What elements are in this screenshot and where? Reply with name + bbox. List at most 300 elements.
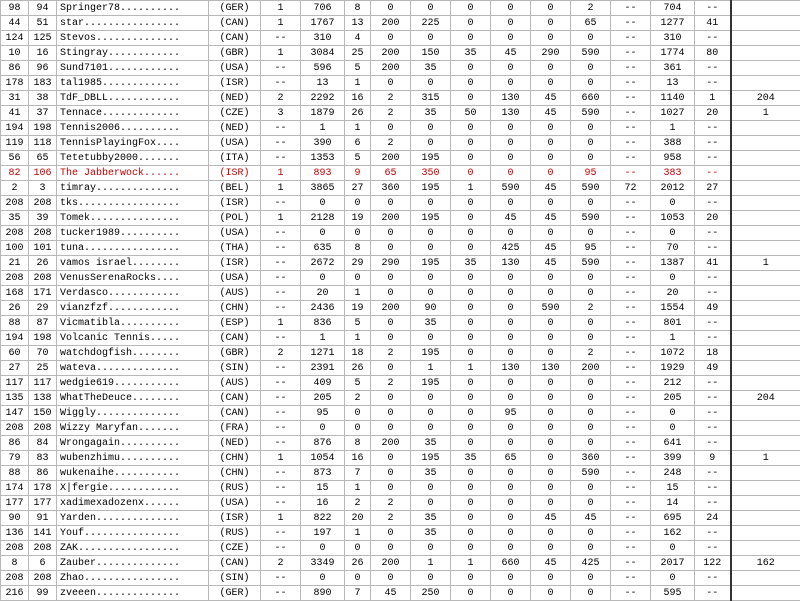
col-10-cell: -- bbox=[611, 151, 651, 166]
col-1-cell: -- bbox=[261, 406, 301, 421]
col-6-cell: 0 bbox=[451, 496, 491, 511]
total-cell: 310 bbox=[301, 31, 345, 46]
col-10-cell: -- bbox=[611, 91, 651, 106]
col-4-cell: 0 bbox=[371, 526, 411, 541]
col-10-cell: -- bbox=[611, 16, 651, 31]
player-name-cell: star................ bbox=[57, 16, 209, 31]
country-cell: (USA) bbox=[209, 496, 261, 511]
prev-rank-cell: 208 bbox=[1, 541, 29, 556]
col-11-cell: 70 bbox=[651, 241, 695, 256]
table-row bbox=[1, 121, 800, 136]
col-7-cell: 130 bbox=[491, 256, 531, 271]
col-3-cell: 8 bbox=[345, 436, 371, 451]
col-3-cell: 13 bbox=[345, 16, 371, 31]
col-9-cell: 590 bbox=[571, 181, 611, 196]
table-row bbox=[1, 361, 800, 376]
rank-cell: 38 bbox=[29, 91, 57, 106]
prev-rank-cell: 44 bbox=[1, 16, 29, 31]
prev-rank-cell: 168 bbox=[1, 286, 29, 301]
col-7-cell: 0 bbox=[491, 136, 531, 151]
col-7-cell: 0 bbox=[491, 1, 531, 16]
col-10-cell: -- bbox=[611, 46, 651, 61]
prev-rank-cell: 174 bbox=[1, 481, 29, 496]
col-1-cell: -- bbox=[261, 526, 301, 541]
col-10-cell: -- bbox=[611, 1, 651, 16]
col-10-cell: -- bbox=[611, 121, 651, 136]
table-row bbox=[1, 451, 800, 466]
prev-rank-cell: 86 bbox=[1, 61, 29, 76]
player-name-cell: TdF_DBLL............ bbox=[57, 91, 209, 106]
extra-cell bbox=[731, 541, 800, 556]
col-10-cell: -- bbox=[611, 301, 651, 316]
col-5-cell: 225 bbox=[411, 16, 451, 31]
col-6-cell: 0 bbox=[451, 391, 491, 406]
rank-cell: 171 bbox=[29, 286, 57, 301]
table-row bbox=[1, 436, 800, 451]
total-cell: 0 bbox=[301, 421, 345, 436]
total-cell: 635 bbox=[301, 241, 345, 256]
col-6-cell: 0 bbox=[451, 1, 491, 16]
col-9-cell: 95 bbox=[571, 166, 611, 181]
col-4-cell: 0 bbox=[371, 76, 411, 91]
rank-cell: 125 bbox=[29, 31, 57, 46]
col-1-cell: -- bbox=[261, 301, 301, 316]
col-4-cell: 0 bbox=[371, 1, 411, 16]
rank-cell: 178 bbox=[29, 481, 57, 496]
country-cell: (ISR) bbox=[209, 196, 261, 211]
col-3-cell: 5 bbox=[345, 151, 371, 166]
rank-cell: 84 bbox=[29, 436, 57, 451]
prev-rank-cell: 21 bbox=[1, 256, 29, 271]
col-8-cell: 0 bbox=[531, 331, 571, 346]
col-5-cell: 0 bbox=[411, 481, 451, 496]
col-1-cell: 2 bbox=[261, 91, 301, 106]
col-7-cell: 0 bbox=[491, 61, 531, 76]
col-4-cell: 0 bbox=[371, 226, 411, 241]
col-1-cell: -- bbox=[261, 376, 301, 391]
col-12-cell: -- bbox=[695, 586, 731, 601]
table-row bbox=[1, 226, 800, 241]
prev-rank-cell: 27 bbox=[1, 361, 29, 376]
table-row bbox=[1, 91, 800, 106]
extra-cell bbox=[731, 286, 800, 301]
col-7-cell: 0 bbox=[491, 436, 531, 451]
col-5-cell: 35 bbox=[411, 466, 451, 481]
table-row bbox=[1, 76, 800, 91]
col-5-cell: 90 bbox=[411, 301, 451, 316]
col-6-cell: 35 bbox=[451, 451, 491, 466]
country-cell: (SIN) bbox=[209, 361, 261, 376]
col-11-cell: 2017 bbox=[651, 556, 695, 571]
col-12-cell: 9 bbox=[695, 451, 731, 466]
country-cell: (NED) bbox=[209, 121, 261, 136]
country-cell: (CZE) bbox=[209, 106, 261, 121]
col-7-cell: 0 bbox=[491, 466, 531, 481]
col-11-cell: 310 bbox=[651, 31, 695, 46]
prev-rank-cell: 86 bbox=[1, 436, 29, 451]
col-12-cell: 24 bbox=[695, 511, 731, 526]
table-row bbox=[1, 346, 800, 361]
col-9-cell: 0 bbox=[571, 541, 611, 556]
col-7-cell: 0 bbox=[491, 346, 531, 361]
col-12-cell: -- bbox=[695, 196, 731, 211]
total-cell: 2391 bbox=[301, 361, 345, 376]
col-8-cell: 45 bbox=[531, 106, 571, 121]
country-cell: (AUS) bbox=[209, 286, 261, 301]
col-1-cell: -- bbox=[261, 151, 301, 166]
col-9-cell: 0 bbox=[571, 331, 611, 346]
col-8-cell: 0 bbox=[531, 76, 571, 91]
col-12-cell: 27 bbox=[695, 181, 731, 196]
col-9-cell: 2 bbox=[571, 301, 611, 316]
extra-cell bbox=[731, 46, 800, 61]
total-cell: 2292 bbox=[301, 91, 345, 106]
col-12-cell: -- bbox=[695, 436, 731, 451]
col-5-cell: 35 bbox=[411, 526, 451, 541]
total-cell: 0 bbox=[301, 226, 345, 241]
col-6-cell: 0 bbox=[451, 31, 491, 46]
country-cell: (USA) bbox=[209, 61, 261, 76]
player-name-cell: VenusSerenaRocks.... bbox=[57, 271, 209, 286]
rank-cell: 208 bbox=[29, 226, 57, 241]
table-row bbox=[1, 31, 800, 46]
extra-cell bbox=[731, 376, 800, 391]
player-name-cell: watchdogfish........ bbox=[57, 346, 209, 361]
col-11-cell: 388 bbox=[651, 136, 695, 151]
col-11-cell: 1277 bbox=[651, 16, 695, 31]
prev-rank-cell: 208 bbox=[1, 421, 29, 436]
col-12-cell: -- bbox=[695, 571, 731, 586]
rank-cell: 198 bbox=[29, 121, 57, 136]
rank-cell: 208 bbox=[29, 196, 57, 211]
col-5-cell: 0 bbox=[411, 121, 451, 136]
col-8-cell: 0 bbox=[531, 586, 571, 601]
col-11-cell: 2012 bbox=[651, 181, 695, 196]
player-name-cell: tal1985............. bbox=[57, 76, 209, 91]
col-9-cell: 0 bbox=[571, 61, 611, 76]
col-4-cell: 0 bbox=[371, 241, 411, 256]
country-cell: (CZE) bbox=[209, 541, 261, 556]
col-11-cell: 1387 bbox=[651, 256, 695, 271]
col-1-cell: -- bbox=[261, 256, 301, 271]
table-row bbox=[1, 151, 800, 166]
col-12-cell: -- bbox=[695, 1, 731, 16]
col-6-cell: 1 bbox=[451, 556, 491, 571]
col-9-cell: 0 bbox=[571, 76, 611, 91]
col-4-cell: 0 bbox=[371, 121, 411, 136]
col-10-cell: -- bbox=[611, 136, 651, 151]
col-9-cell: 590 bbox=[571, 211, 611, 226]
col-6-cell: 0 bbox=[451, 226, 491, 241]
col-10-cell: -- bbox=[611, 211, 651, 226]
col-3-cell: 0 bbox=[345, 406, 371, 421]
total-cell: 13 bbox=[301, 76, 345, 91]
col-5-cell: 35 bbox=[411, 316, 451, 331]
total-cell: 20 bbox=[301, 286, 345, 301]
col-1-cell: -- bbox=[261, 421, 301, 436]
col-10-cell: -- bbox=[611, 436, 651, 451]
col-3-cell: 20 bbox=[345, 511, 371, 526]
prev-rank-cell: 79 bbox=[1, 451, 29, 466]
col-12-cell: -- bbox=[695, 391, 731, 406]
rank-cell: 101 bbox=[29, 241, 57, 256]
country-cell: (ISR) bbox=[209, 511, 261, 526]
player-name-cell: wukenaihe........... bbox=[57, 466, 209, 481]
col-5-cell: 0 bbox=[411, 1, 451, 16]
col-11-cell: 0 bbox=[651, 196, 695, 211]
col-6-cell: 0 bbox=[451, 571, 491, 586]
col-8-cell: 45 bbox=[531, 91, 571, 106]
col-10-cell: -- bbox=[611, 361, 651, 376]
col-7-cell: 45 bbox=[491, 46, 531, 61]
table-row bbox=[1, 571, 800, 586]
total-cell: 2672 bbox=[301, 256, 345, 271]
col-4-cell: 200 bbox=[371, 436, 411, 451]
col-7-cell: 0 bbox=[491, 391, 531, 406]
col-4-cell: 0 bbox=[371, 481, 411, 496]
col-5-cell: 0 bbox=[411, 496, 451, 511]
col-9-cell: 0 bbox=[571, 376, 611, 391]
col-8-cell: 0 bbox=[531, 406, 571, 421]
col-6-cell: 0 bbox=[451, 16, 491, 31]
player-name-cell: Verdasco............ bbox=[57, 286, 209, 301]
col-8-cell: 45 bbox=[531, 511, 571, 526]
col-5-cell: 350 bbox=[411, 166, 451, 181]
prev-rank-cell: 88 bbox=[1, 316, 29, 331]
col-6-cell: 0 bbox=[451, 241, 491, 256]
table-row bbox=[1, 376, 800, 391]
col-9-cell: 0 bbox=[571, 526, 611, 541]
col-10-cell: -- bbox=[611, 451, 651, 466]
extra-cell bbox=[731, 481, 800, 496]
total-cell: 0 bbox=[301, 271, 345, 286]
prev-rank-cell: 194 bbox=[1, 331, 29, 346]
col-7-cell: 0 bbox=[491, 331, 531, 346]
col-10-cell: -- bbox=[611, 196, 651, 211]
col-12-cell: -- bbox=[695, 406, 731, 421]
player-name-cell: vianzfzf............ bbox=[57, 301, 209, 316]
col-4-cell: 200 bbox=[371, 16, 411, 31]
col-7-cell: 0 bbox=[491, 286, 531, 301]
rank-cell: 70 bbox=[29, 346, 57, 361]
col-11-cell: 1 bbox=[651, 331, 695, 346]
col-5-cell: 0 bbox=[411, 271, 451, 286]
rank-cell: 96 bbox=[29, 61, 57, 76]
total-cell: 1767 bbox=[301, 16, 345, 31]
rank-cell: 29 bbox=[29, 301, 57, 316]
extra-cell bbox=[731, 181, 800, 196]
country-cell: (ISR) bbox=[209, 76, 261, 91]
col-6-cell: 1 bbox=[451, 361, 491, 376]
col-11-cell: 0 bbox=[651, 226, 695, 241]
extra-cell bbox=[731, 16, 800, 31]
player-name-cell: wubenzhimu.......... bbox=[57, 451, 209, 466]
player-name-cell: X|fergie............ bbox=[57, 481, 209, 496]
col-4-cell: 200 bbox=[371, 46, 411, 61]
col-4-cell: 0 bbox=[371, 466, 411, 481]
total-cell: 95 bbox=[301, 406, 345, 421]
extra-cell bbox=[731, 301, 800, 316]
player-name-cell: timray.............. bbox=[57, 181, 209, 196]
prev-rank-cell: 177 bbox=[1, 496, 29, 511]
country-cell: (USA) bbox=[209, 136, 261, 151]
player-name-cell: TennisPlayingFox.... bbox=[57, 136, 209, 151]
table-row bbox=[1, 406, 800, 421]
player-name-cell: zveeen.............. bbox=[57, 586, 209, 601]
col-10-cell: -- bbox=[611, 421, 651, 436]
col-10-cell: -- bbox=[611, 586, 651, 601]
col-3-cell: 7 bbox=[345, 586, 371, 601]
col-5-cell: 150 bbox=[411, 46, 451, 61]
col-11-cell: 1140 bbox=[651, 91, 695, 106]
col-7-cell: 0 bbox=[491, 31, 531, 46]
col-5-cell: 35 bbox=[411, 436, 451, 451]
col-12-cell: -- bbox=[695, 136, 731, 151]
col-7-cell: 0 bbox=[491, 586, 531, 601]
col-7-cell: 0 bbox=[491, 196, 531, 211]
col-5-cell: 0 bbox=[411, 391, 451, 406]
col-7-cell: 425 bbox=[491, 241, 531, 256]
col-1-cell: -- bbox=[261, 496, 301, 511]
table-row bbox=[1, 106, 800, 121]
prev-rank-cell: 31 bbox=[1, 91, 29, 106]
player-name-cell: wateva.............. bbox=[57, 361, 209, 376]
col-5-cell: 1 bbox=[411, 556, 451, 571]
player-name-cell: ZAK................. bbox=[57, 541, 209, 556]
col-6-cell: 0 bbox=[451, 286, 491, 301]
prev-rank-cell: 88 bbox=[1, 466, 29, 481]
col-8-cell: 0 bbox=[531, 571, 571, 586]
col-12-cell: 18 bbox=[695, 346, 731, 361]
prev-rank-cell: 56 bbox=[1, 151, 29, 166]
col-10-cell: -- bbox=[611, 511, 651, 526]
col-12-cell: -- bbox=[695, 496, 731, 511]
col-6-cell: 0 bbox=[451, 511, 491, 526]
extra-cell bbox=[731, 226, 800, 241]
col-1-cell: 3 bbox=[261, 106, 301, 121]
extra-cell: 1 bbox=[731, 451, 800, 466]
total-cell: 890 bbox=[301, 586, 345, 601]
col-6-cell: 0 bbox=[451, 331, 491, 346]
country-cell: (RUS) bbox=[209, 526, 261, 541]
col-3-cell: 0 bbox=[345, 421, 371, 436]
rank-cell: 39 bbox=[29, 211, 57, 226]
col-6-cell: 0 bbox=[451, 121, 491, 136]
country-cell: (CHN) bbox=[209, 451, 261, 466]
col-10-cell: -- bbox=[611, 226, 651, 241]
col-1-cell: -- bbox=[261, 436, 301, 451]
player-name-cell: Yarden.............. bbox=[57, 511, 209, 526]
country-cell: (ITA) bbox=[209, 151, 261, 166]
total-cell: 205 bbox=[301, 391, 345, 406]
col-11-cell: 695 bbox=[651, 511, 695, 526]
col-11-cell: 0 bbox=[651, 571, 695, 586]
total-cell: 1 bbox=[301, 331, 345, 346]
col-1-cell: -- bbox=[261, 121, 301, 136]
col-5-cell: 195 bbox=[411, 211, 451, 226]
player-name-cell: WhatTheDeuce........ bbox=[57, 391, 209, 406]
extra-cell bbox=[731, 211, 800, 226]
col-5-cell: 0 bbox=[411, 196, 451, 211]
table-row bbox=[1, 301, 800, 316]
total-cell: 596 bbox=[301, 61, 345, 76]
col-3-cell: 6 bbox=[345, 136, 371, 151]
col-6-cell: 50 bbox=[451, 106, 491, 121]
col-8-cell: 0 bbox=[531, 151, 571, 166]
col-7-cell: 0 bbox=[491, 571, 531, 586]
col-4-cell: 200 bbox=[371, 151, 411, 166]
col-9-cell: 0 bbox=[571, 286, 611, 301]
table-row bbox=[1, 526, 800, 541]
country-cell: (FRA) bbox=[209, 421, 261, 436]
player-name-cell: tuna................ bbox=[57, 241, 209, 256]
col-8-cell: 45 bbox=[531, 241, 571, 256]
total-cell: 893 bbox=[301, 166, 345, 181]
col-11-cell: 248 bbox=[651, 466, 695, 481]
col-8-cell: 0 bbox=[531, 226, 571, 241]
col-7-cell: 0 bbox=[491, 511, 531, 526]
extra-cell bbox=[731, 436, 800, 451]
col-10-cell: -- bbox=[611, 346, 651, 361]
prev-rank-cell: 124 bbox=[1, 31, 29, 46]
prev-rank-cell: 216 bbox=[1, 586, 29, 601]
col-8-cell: 0 bbox=[531, 316, 571, 331]
col-12-cell: -- bbox=[695, 226, 731, 241]
country-cell: (ISR) bbox=[209, 166, 261, 181]
rank-cell: 37 bbox=[29, 106, 57, 121]
col-10-cell: -- bbox=[611, 571, 651, 586]
table-row bbox=[1, 46, 800, 61]
player-name-cell: Youf................ bbox=[57, 526, 209, 541]
player-name-cell: Tennis2006.......... bbox=[57, 121, 209, 136]
col-3-cell: 0 bbox=[345, 541, 371, 556]
col-1-cell: 1 bbox=[261, 211, 301, 226]
col-1-cell: -- bbox=[261, 571, 301, 586]
col-1-cell: -- bbox=[261, 61, 301, 76]
country-cell: (CAN) bbox=[209, 16, 261, 31]
col-12-cell: -- bbox=[695, 151, 731, 166]
extra-cell bbox=[731, 331, 800, 346]
col-4-cell: 2 bbox=[371, 136, 411, 151]
col-12-cell: 1 bbox=[695, 91, 731, 106]
col-12-cell: 49 bbox=[695, 361, 731, 376]
col-1-cell: -- bbox=[261, 331, 301, 346]
player-name-cell: Stingray............ bbox=[57, 46, 209, 61]
col-8-cell: 0 bbox=[531, 16, 571, 31]
total-cell: 2436 bbox=[301, 301, 345, 316]
rank-cell: 208 bbox=[29, 421, 57, 436]
col-3-cell: 26 bbox=[345, 556, 371, 571]
col-8-cell: 0 bbox=[531, 526, 571, 541]
country-cell: (CAN) bbox=[209, 556, 261, 571]
col-1-cell: -- bbox=[261, 391, 301, 406]
col-4-cell: 0 bbox=[371, 286, 411, 301]
col-5-cell: 1 bbox=[411, 361, 451, 376]
prev-rank-cell: 90 bbox=[1, 511, 29, 526]
col-3-cell: 1 bbox=[345, 526, 371, 541]
col-4-cell: 0 bbox=[371, 571, 411, 586]
country-cell: (CAN) bbox=[209, 391, 261, 406]
col-8-cell: 0 bbox=[531, 196, 571, 211]
player-name-cell: Zauber.............. bbox=[57, 556, 209, 571]
col-7-cell: 0 bbox=[491, 541, 531, 556]
total-cell: 1271 bbox=[301, 346, 345, 361]
prev-rank-cell: 117 bbox=[1, 376, 29, 391]
col-1-cell: -- bbox=[261, 466, 301, 481]
player-name-cell: tks................. bbox=[57, 196, 209, 211]
col-10-cell: -- bbox=[611, 556, 651, 571]
col-8-cell: 290 bbox=[531, 46, 571, 61]
